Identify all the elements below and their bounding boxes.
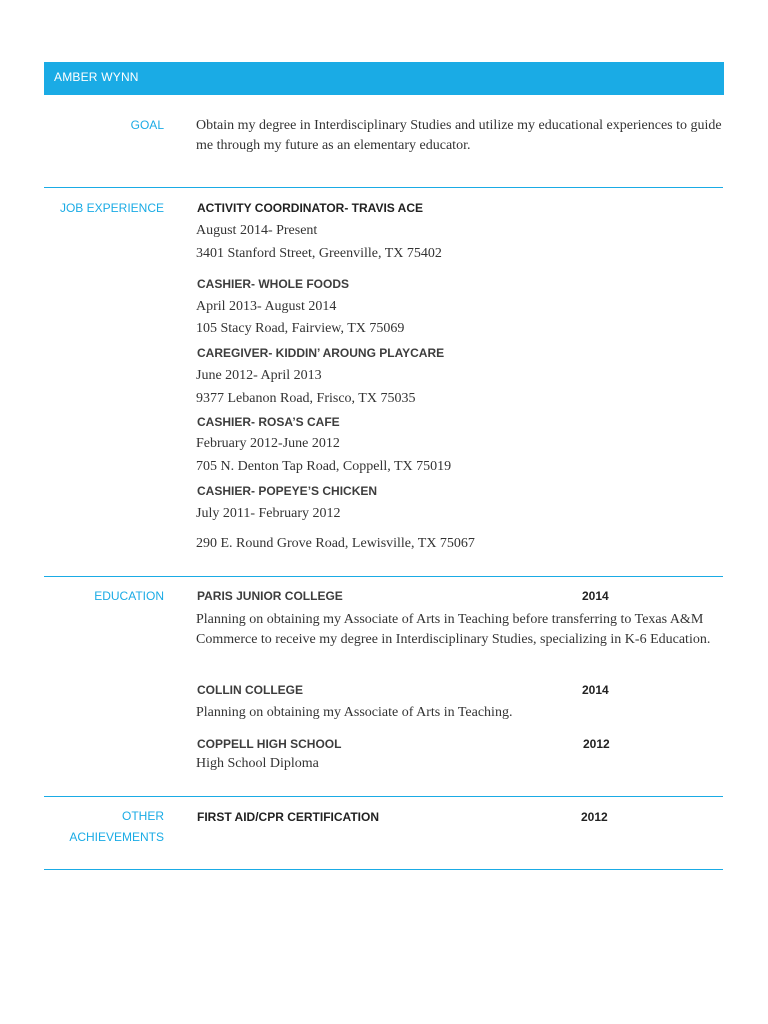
education-label: EDUCATION xyxy=(94,589,164,603)
job-dates: June 2012- April 2013 xyxy=(196,368,322,383)
school-year: 2014 xyxy=(582,683,609,697)
school-name: COPPELL HIGH SCHOOL xyxy=(197,737,342,751)
job-address: 3401 Stanford Street, Greenville, TX 75402 xyxy=(196,246,442,261)
name-banner xyxy=(44,62,724,95)
job-address: 9377 Lebanon Road, Frisco, TX 75035 xyxy=(196,391,416,406)
other-achievements-label-line1: OTHER xyxy=(122,809,164,823)
goal-text: Obtain my degree in Interdisciplinary Studies and utilize my educational experiences to guide me through my future as an elementary educator. xyxy=(196,118,722,153)
job-title: CASHIER- POPEYE’S CHICKEN xyxy=(197,484,378,498)
section-divider xyxy=(44,796,723,797)
section-divider xyxy=(44,187,723,188)
achievement-title: FIRST AID/CPR CERTIFICATION xyxy=(197,810,379,824)
section-divider xyxy=(44,869,723,870)
section-divider xyxy=(44,576,723,577)
job-dates: August 2014- Present xyxy=(196,223,318,238)
job-dates: July 2011- February 2012 xyxy=(196,506,341,521)
job-title: CASHIER- WHOLE FOODS xyxy=(197,277,349,291)
job-dates: April 2013- August 2014 xyxy=(196,299,337,314)
other-achievements-label-line2: ACHIEVEMENTS xyxy=(69,830,164,844)
school-name: COLLIN COLLEGE xyxy=(197,683,303,697)
school-name: PARIS JUNIOR COLLEGE xyxy=(197,589,343,603)
achievement-year: 2012 xyxy=(581,810,608,824)
school-description: Planning on obtaining my Associate of Arts in Teaching. xyxy=(196,705,513,720)
school-year: 2012 xyxy=(583,737,610,751)
job-title: CAREGIVER- KIDDIN’ AROUNG PLAYCARE xyxy=(197,346,445,360)
job-address: 705 N. Denton Tap Road, Coppell, TX 75019 xyxy=(196,459,452,474)
job-dates: February 2012-June 2012 xyxy=(196,436,340,451)
job-title: CASHIER- ROSA’S CAFE xyxy=(197,415,340,429)
job-experience-label: JOB EXPERIENCE xyxy=(59,201,164,215)
other-achievements-label xyxy=(69,806,164,848)
school-description: Planning on obtaining my Associate of Arts in Teaching before transferring to Texas A&M Commerce to receive my degree in Interdisciplinary Studies, specializing in K-6 Education. xyxy=(196,612,711,647)
job-address: 290 E. Round Grove Road, Lewisville, TX 75067 xyxy=(196,536,475,551)
applicant-name: AMBER WYNN xyxy=(54,70,139,84)
job-address: 105 Stacy Road, Fairview, TX 75069 xyxy=(196,321,405,336)
goal-label: GOAL xyxy=(130,118,164,132)
job-title: ACTIVITY COORDINATOR- TRAVIS ACE xyxy=(197,201,424,215)
school-year: 2014 xyxy=(582,589,609,603)
school-description: High School Diploma xyxy=(196,756,319,771)
